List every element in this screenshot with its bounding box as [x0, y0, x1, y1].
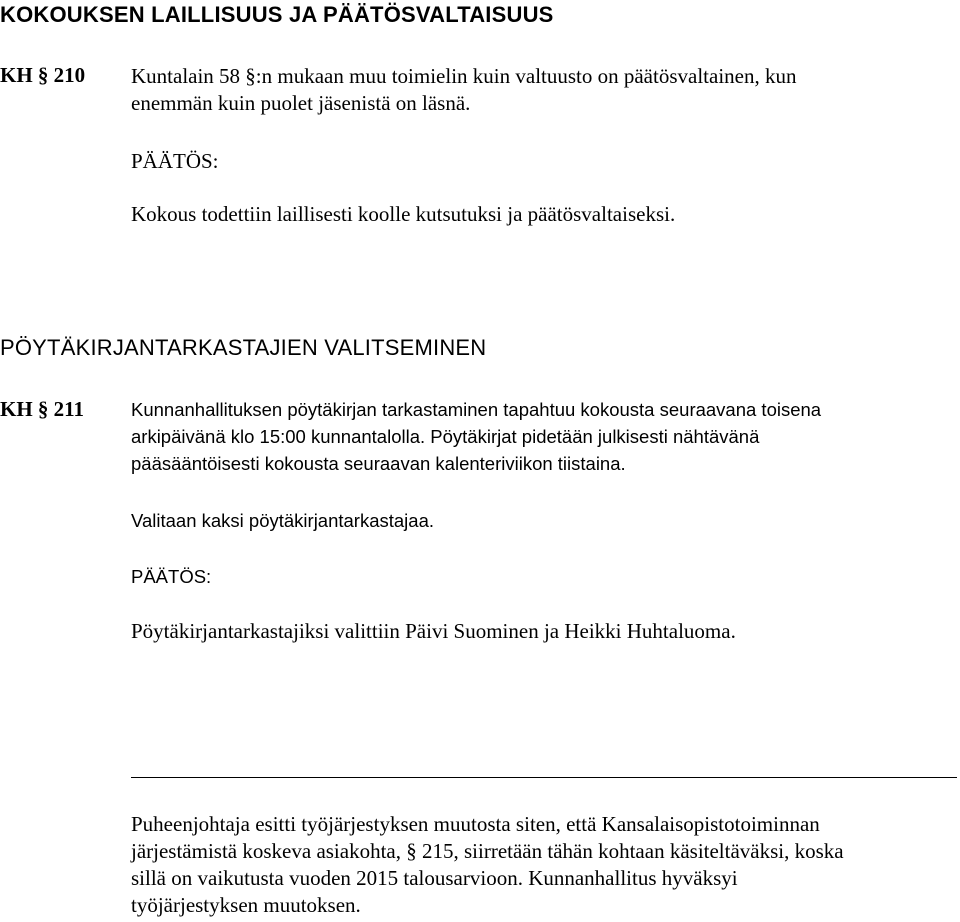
section2-text-line3: pääsääntöisesti kokousta seuraavan kalenteriviikon tiistaina.	[131, 453, 626, 474]
section1-text-line2: enemmän kuin puolet jäsenistä on läsnä.	[131, 91, 471, 115]
section2-text-line1: Kunnanhallituksen pöytäkirjan tarkastaminen tapahtuu kokousta seuraavana toisena	[131, 399, 822, 420]
note-line1: Puheenjohtaja esitti työjärjestyksen muutosta siten, että Kansalaisopistotoiminnan	[131, 812, 820, 836]
section2-text-line2: arkipäivänä klo 15:00 kunnantalolla. Pöytäkirjat pidetään julkisesti nähtävänä	[131, 426, 760, 447]
section2-decision-text: Pöytäkirjantarkastajiksi valittiin Päivi Suominen ja Heikki Huhtaluoma.	[131, 619, 736, 643]
note-line3: sillä on vaikutusta vuoden 2015 talousarvioon. Kunnanhallitus hyväksyi	[131, 866, 738, 890]
note-line2: järjestämistä koskeva asiakohta, § 215, siirretään tähän kohtaan käsiteltäväksi, koska	[131, 839, 844, 863]
separator-line	[131, 777, 957, 778]
section-heading-legality: KOKOUKSEN LAILLISUUS JA PÄÄTÖSVALTAISUUS	[0, 2, 554, 27]
kh-211-label: KH § 211	[0, 397, 85, 421]
section1-decision-text: Kokous todettiin laillisesti koolle kutsutuksi ja päätösvaltaiseksi.	[131, 202, 676, 226]
note-line4: työjärjestyksen muutoksen.	[131, 893, 361, 917]
kh-210-label: KH § 210	[0, 63, 86, 87]
section1-decision-label: PÄÄTÖS:	[131, 149, 219, 173]
section2-decision-label: PÄÄTÖS:	[131, 566, 212, 587]
section2-text-line4: Valitaan kaksi pöytäkirjantarkastajaa.	[131, 510, 435, 531]
section-heading-minutes-checkers: PÖYTÄKIRJANTARKASTAJIEN VALITSEMINEN	[0, 335, 487, 360]
section1-text-line1: Kuntalain 58 §:n mukaan muu toimielin kuin valtuusto on päätösvaltainen, kun	[131, 64, 797, 88]
